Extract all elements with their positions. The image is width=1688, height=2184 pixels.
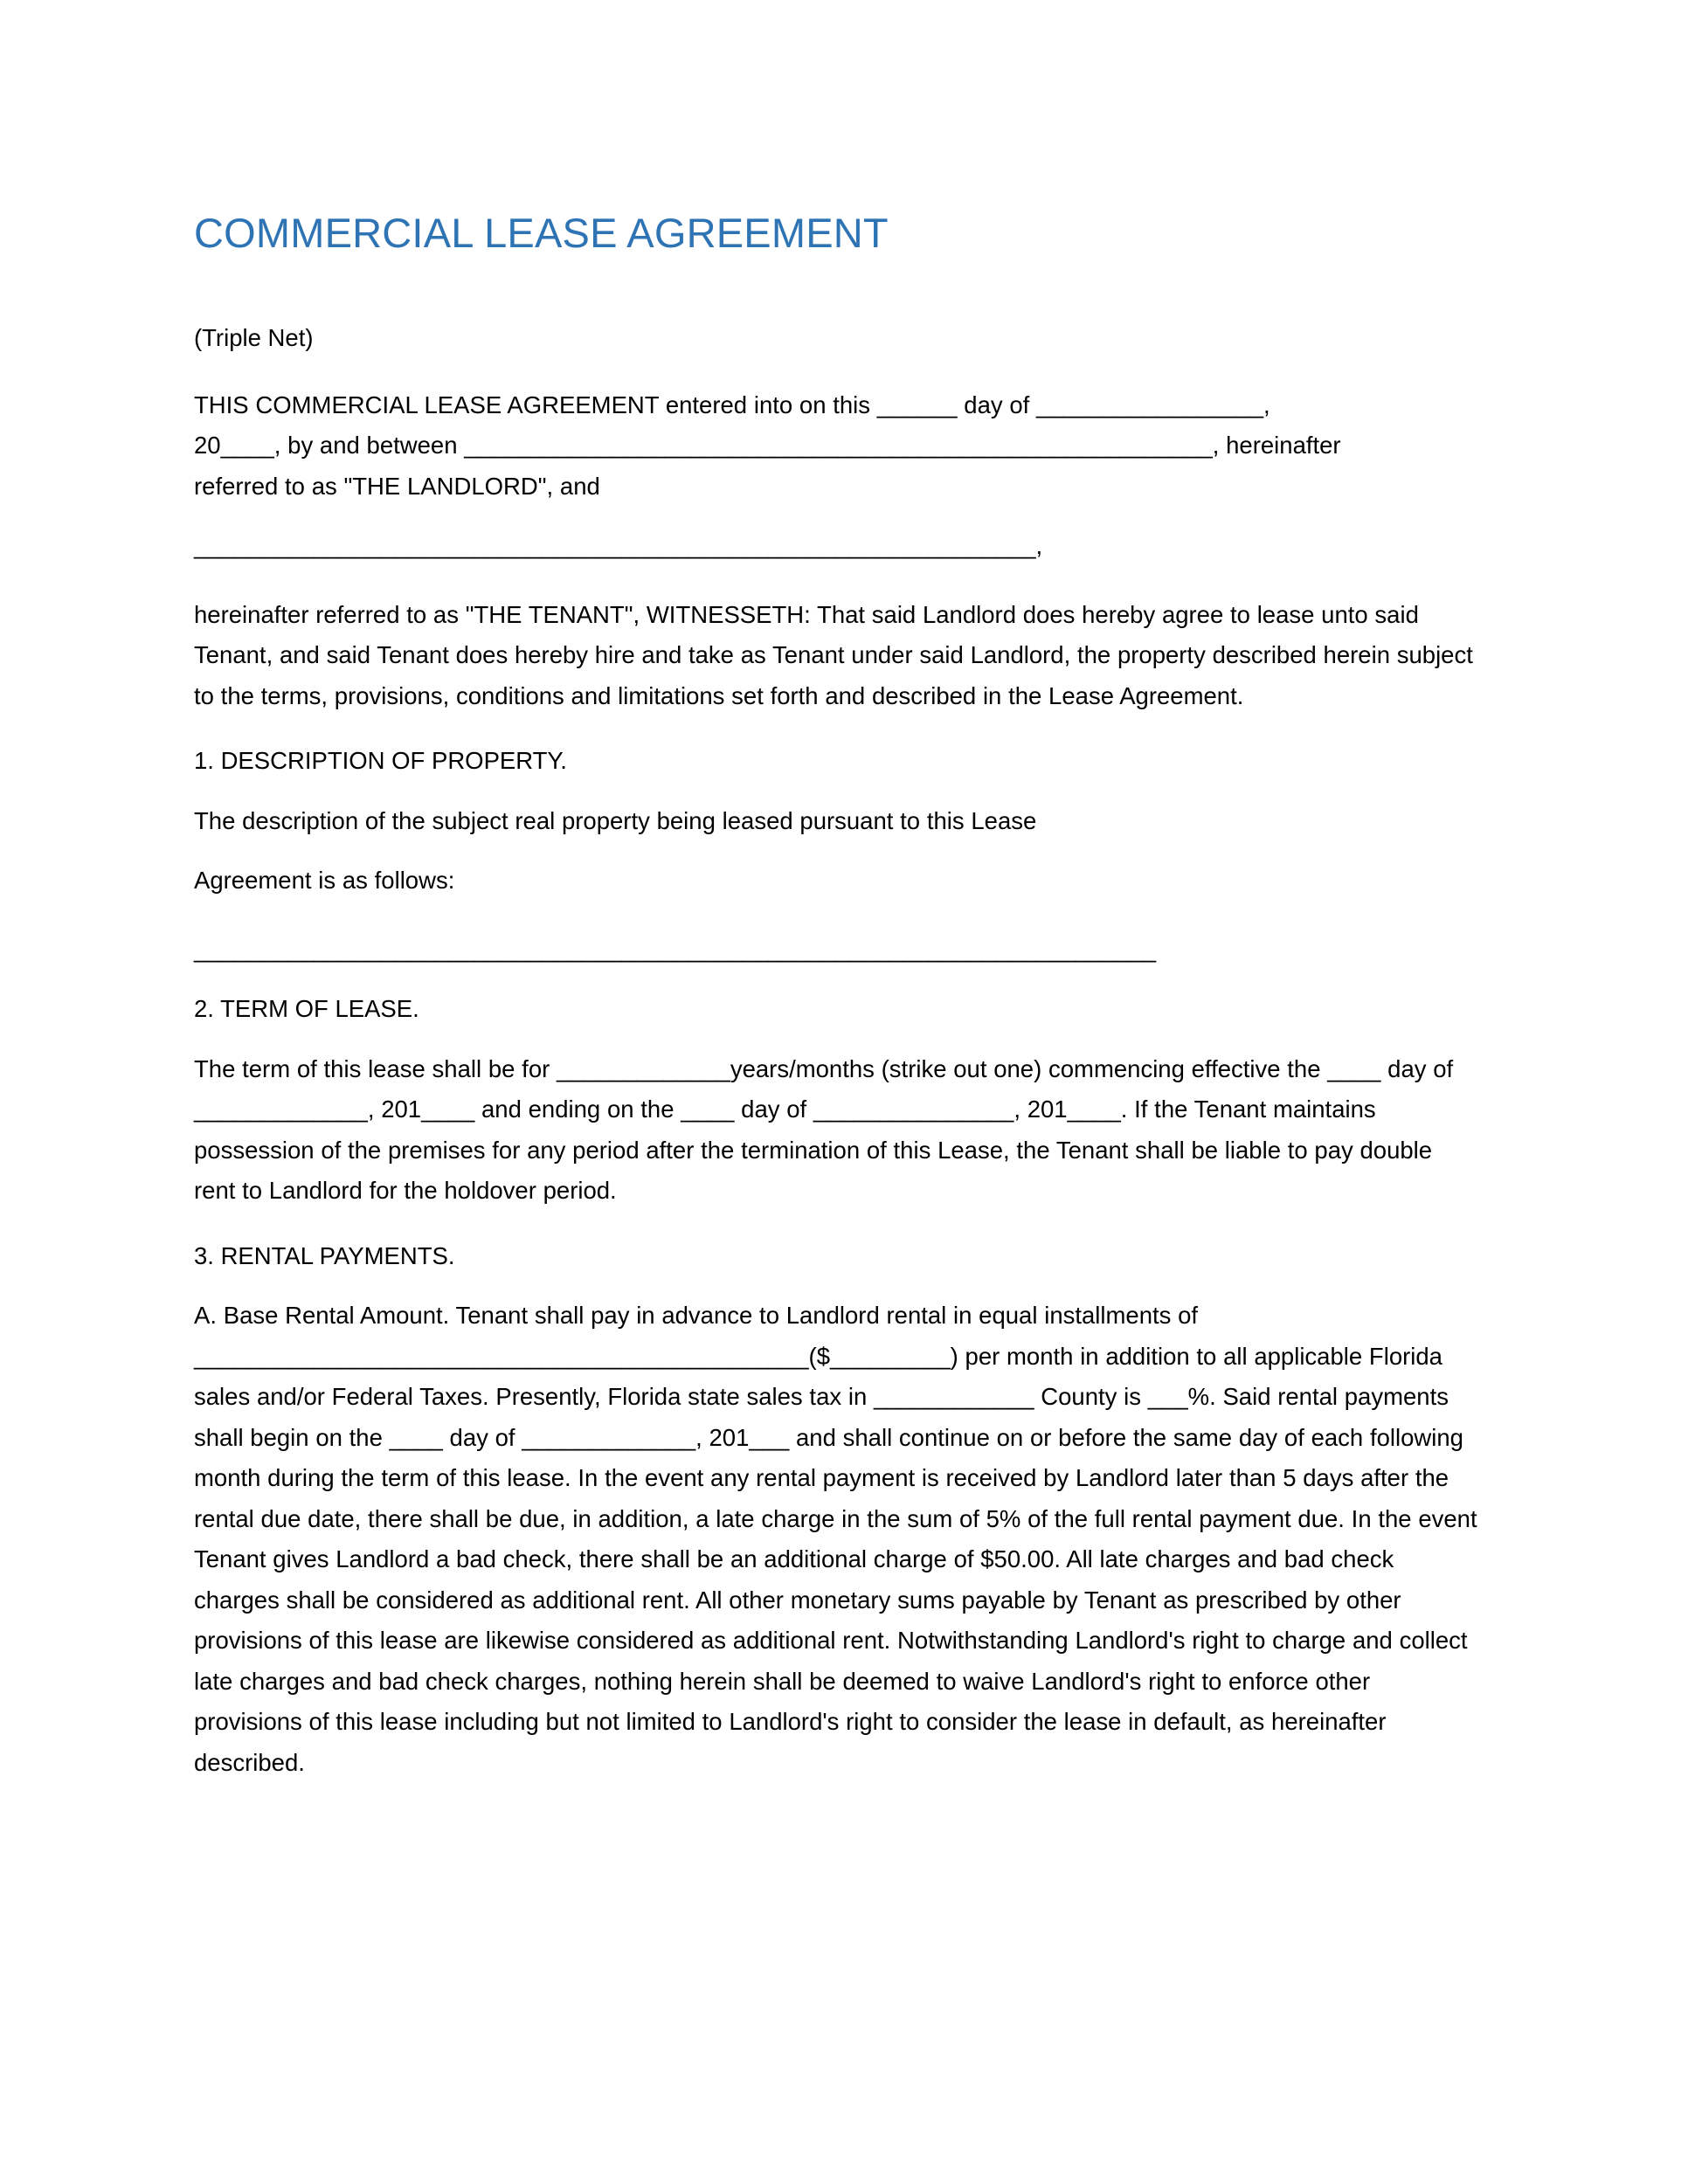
spacer — [194, 350, 1480, 385]
spacer — [194, 902, 1480, 930]
spacer — [194, 716, 1480, 741]
property-description-blank-rule: ________________________________________________________________________ — [194, 935, 1157, 963]
section-3-paragraph-1: A. Base Rental Amount. Tenant shall pay in advance to Landlord rental in equal installments of ______________________________________________($_________) per month in addition to all applicable Florida sales and/or Federal Taxes. Presently, Florida state sales tax in ____________ County is ___%. Said rental payments shall begin on the ____ day of _____________, 201___ and shall continue on or before the same day of each following month during the term of this lease. In the event any rental payment is received by Landlord later than 5 days after the rental due date, there shall be due, in addition, a late charge in the sum of 5% of the full rental payment due. In the event Tenant gives Landlord a bad check, there shall be an additional charge of $50.00. All late charges and bad check charges shall be considered as additional rent. All other monetary sums payable by Tenant as prescribed by other provisions of this lease are likewise considered as additional rent. Notwithstanding Landlord's right to charge and collect late charges and bad check charges, nothing herein shall be deemed to waive Landlord's right to enforce other provisions of this lease including but not limited to Landlord's right to consider the lease in default, as hereinafter described. — [194, 1302, 1477, 1776]
spacer — [194, 970, 1480, 989]
spacer — [194, 841, 1480, 860]
spacer — [194, 782, 1480, 801]
section-1-paragraph-2: Agreement is as follows: — [194, 867, 455, 895]
intro-line-2: 20____, by and between ________________________________________________________, hereinafter — [194, 432, 1341, 460]
spacer — [194, 567, 1480, 595]
witnesseth-paragraph: hereinafter referred to as "THE TENANT", WITNESSETH: That said Landlord does hereby agree to lease unto said Tenant, and said Tenant does hereby hire and take as Tenant under said Landlord, the property described herein subject to the terms, provisions, conditions and limitations set forth and described in the Lease Agreement. — [194, 600, 1473, 709]
spacer — [194, 1212, 1480, 1236]
section-heading-description-of-property: 1. DESCRIPTION OF PROPERTY. — [194, 747, 567, 775]
spacer — [194, 1030, 1480, 1049]
section-heading-rental-payments: 3. RENTAL PAYMENTS. — [194, 1241, 455, 1269]
section-1-paragraph-1: The description of the subject real property being leased pursuant to this Lease — [194, 806, 1037, 834]
document-subtitle: (Triple Net) — [194, 324, 314, 352]
document-body — [194, 210, 1480, 1783]
spacer — [194, 1276, 1480, 1296]
section-heading-term-of-lease: 2. TERM OF LEASE. — [194, 995, 419, 1023]
landlord-blank-line: _______________________________________________________________, — [194, 532, 1043, 560]
page-title: COMMERCIAL LEASE AGREEMENT — [194, 210, 889, 256]
intro-line-3: referred to as "THE LANDLORD", and — [194, 472, 600, 500]
spacer — [194, 507, 1480, 526]
intro-line-1: THIS COMMERCIAL LEASE AGREEMENT entered into on this ______ day of _________________, — [194, 390, 1270, 418]
section-2-paragraph-1: The term of this lease shall be for _____________years/months (strike out one) commencing effective the ____ day of _____________, 201____ and ending on the ____ day of _______________, 201____. If the Tenant maintains possession of the premises for any period after the termination of this Lease, the Tenant shall be liable to pay double rent to Landlord for the holdover period. — [194, 1054, 1454, 1205]
